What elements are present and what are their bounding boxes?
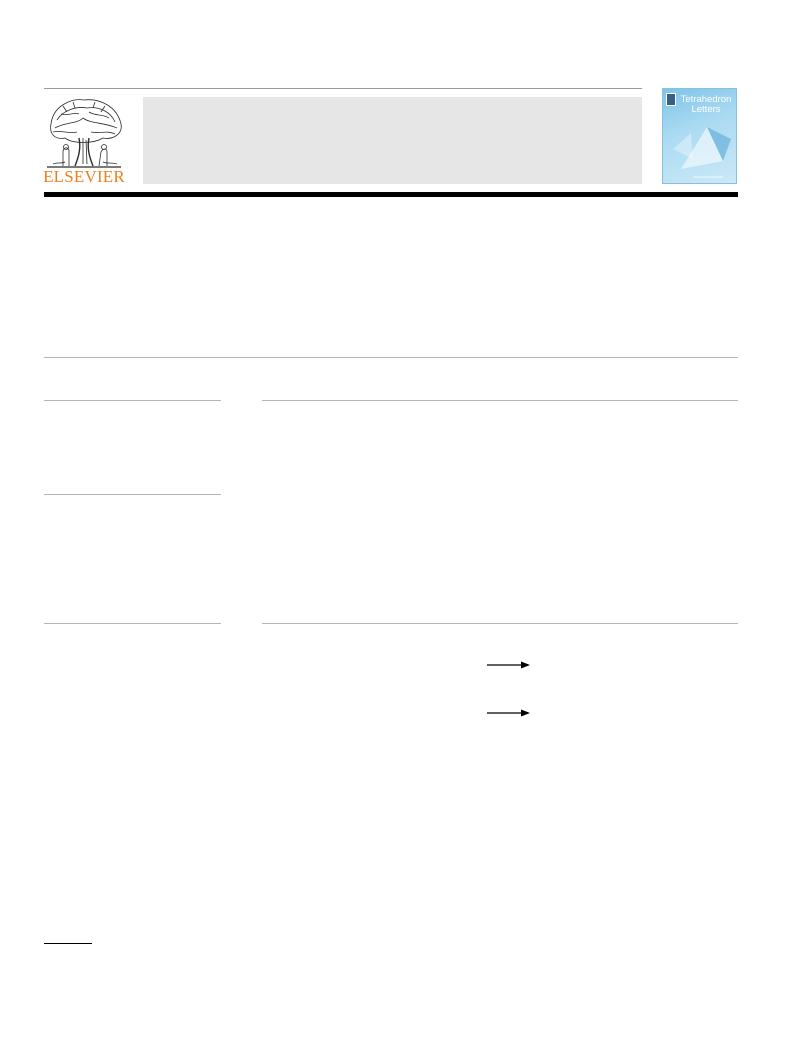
- cover-title: Tetrahedron Letters: [680, 94, 732, 115]
- elsevier-logo: [43, 94, 125, 186]
- article-info-rule-top: [44, 400, 221, 401]
- elsevier-wordmark: ELSEVIER: [43, 167, 125, 186]
- elsevier-tree-icon: [43, 94, 125, 168]
- title-separator-rule: [44, 357, 738, 358]
- article-info-rule-bottom: [44, 623, 221, 624]
- abstract-rule-top: [262, 400, 738, 401]
- footnote-rule: [44, 943, 92, 944]
- abstract-rule-bottom: [262, 623, 738, 624]
- journal-cover-image: [662, 88, 737, 184]
- header-thick-rule: [44, 192, 738, 197]
- header-top-rule: [44, 88, 642, 89]
- cover-pyramid-icon: [663, 89, 737, 184]
- reaction-arrow-icon: [487, 661, 531, 669]
- reaction-arrow-icon: [487, 709, 531, 717]
- journal-banner: [143, 97, 642, 184]
- keywords-rule: [44, 494, 221, 495]
